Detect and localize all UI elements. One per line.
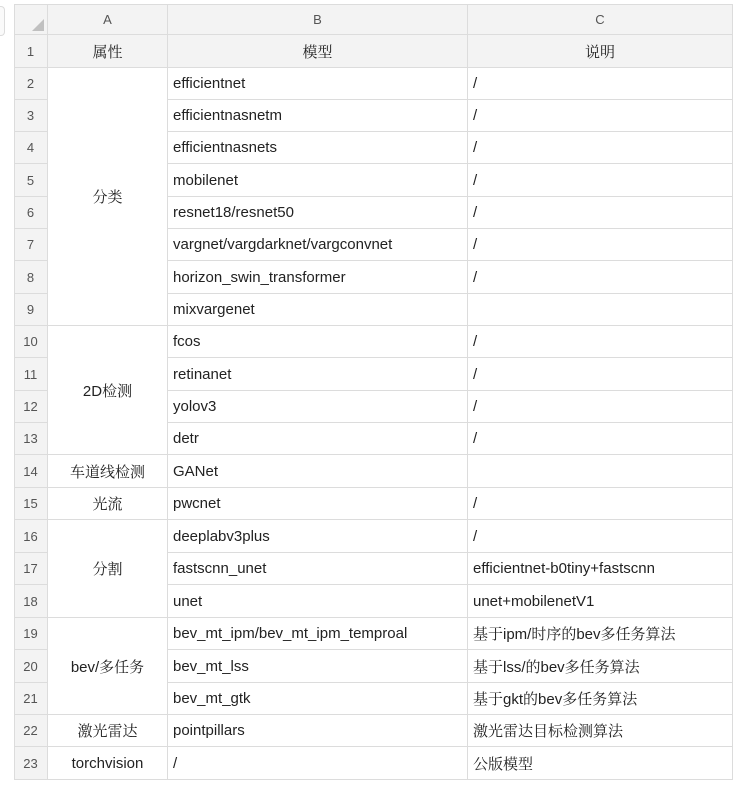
model-cell[interactable]: mobilenet [168, 164, 468, 197]
model-cell[interactable]: deeplabv3plus [168, 520, 468, 553]
attribute-cell[interactable]: 分类 [48, 68, 168, 326]
model-cell[interactable]: resnet18/resnet50 [168, 197, 468, 229]
attribute-cell[interactable]: 2D检测 [48, 326, 168, 455]
attribute-cell[interactable]: 光流 [48, 488, 168, 520]
row-number[interactable]: 6 [14, 197, 48, 229]
column-header-c[interactable]: C [468, 4, 733, 35]
row-number[interactable]: 21 [14, 683, 48, 715]
row-number[interactable]: 17 [14, 553, 48, 585]
header-cell-description[interactable]: 说明 [468, 35, 733, 68]
model-cell[interactable]: unet [168, 585, 468, 618]
row-number[interactable]: 23 [14, 747, 48, 780]
attribute-cell[interactable]: bev/多任务 [48, 618, 168, 715]
description-cell[interactable]: / [468, 326, 733, 358]
row-number[interactable]: 14 [14, 455, 48, 488]
model-cell[interactable]: retinanet [168, 358, 468, 391]
model-cell[interactable]: pwcnet [168, 488, 468, 520]
attribute-cell[interactable]: torchvision [48, 747, 168, 780]
row-number[interactable]: 2 [14, 68, 48, 100]
row-number[interactable]: 3 [14, 100, 48, 132]
description-cell[interactable]: / [468, 358, 733, 391]
description-cell[interactable]: unet+mobilenetV1 [468, 585, 733, 618]
column-header-b[interactable]: B [168, 4, 468, 35]
row-number[interactable]: 13 [14, 423, 48, 455]
row-number[interactable]: 12 [14, 391, 48, 423]
model-cell[interactable]: yolov3 [168, 391, 468, 423]
description-cell[interactable]: efficientnet-b0tiny+fastscnn [468, 553, 733, 585]
spreadsheet-grid [14, 4, 733, 780]
description-cell[interactable] [468, 294, 733, 326]
select-all-triangle-icon [32, 19, 44, 31]
description-cell[interactable]: / [468, 391, 733, 423]
model-cell[interactable]: efficientnet [168, 68, 468, 100]
model-cell[interactable]: bev_mt_lss [168, 650, 468, 683]
description-cell[interactable]: / [468, 68, 733, 100]
row-number[interactable]: 1 [14, 35, 48, 68]
row-number[interactable]: 15 [14, 488, 48, 520]
description-cell[interactable] [468, 455, 733, 488]
row-number[interactable]: 19 [14, 618, 48, 650]
row-number[interactable]: 8 [14, 261, 48, 294]
description-cell[interactable]: / [468, 197, 733, 229]
left-edge-tab[interactable] [0, 6, 5, 36]
row-number[interactable]: 18 [14, 585, 48, 618]
select-all-corner[interactable] [14, 4, 48, 35]
description-cell[interactable]: 激光雷达目标检测算法 [468, 715, 733, 747]
model-cell[interactable]: GANet [168, 455, 468, 488]
row-number[interactable]: 9 [14, 294, 48, 326]
description-cell[interactable]: 基于gkt的bev多任务算法 [468, 683, 733, 715]
model-cell[interactable]: pointpillars [168, 715, 468, 747]
column-header-a[interactable]: A [48, 4, 168, 35]
header-cell-attribute[interactable]: 属性 [48, 35, 168, 68]
model-cell[interactable]: fastscnn_unet [168, 553, 468, 585]
description-cell[interactable]: 基于ipm/时序的bev多任务算法 [468, 618, 733, 650]
description-cell[interactable]: / [468, 520, 733, 553]
description-cell[interactable]: / [468, 132, 733, 164]
row-number[interactable]: 11 [14, 358, 48, 391]
row-number[interactable]: 7 [14, 229, 48, 261]
row-number[interactable]: 10 [14, 326, 48, 358]
description-cell[interactable]: / [468, 488, 733, 520]
model-cell[interactable]: efficientnasnets [168, 132, 468, 164]
attribute-cell[interactable]: 分割 [48, 520, 168, 618]
model-cell[interactable]: mixvargenet [168, 294, 468, 326]
model-cell[interactable]: bev_mt_ipm/bev_mt_ipm_temproal [168, 618, 468, 650]
model-cell[interactable]: vargnet/vargdarknet/vargconvnet [168, 229, 468, 261]
row-number[interactable]: 4 [14, 132, 48, 164]
description-cell[interactable]: 基于lss/的bev多任务算法 [468, 650, 733, 683]
model-cell[interactable]: detr [168, 423, 468, 455]
model-cell[interactable]: horizon_swin_transformer [168, 261, 468, 294]
description-cell[interactable]: / [468, 229, 733, 261]
description-cell[interactable]: 公版模型 [468, 747, 733, 780]
attribute-cell[interactable]: 激光雷达 [48, 715, 168, 747]
model-cell[interactable]: fcos [168, 326, 468, 358]
row-number[interactable]: 5 [14, 164, 48, 197]
description-cell[interactable]: / [468, 423, 733, 455]
description-cell[interactable]: / [468, 261, 733, 294]
model-cell[interactable]: bev_mt_gtk [168, 683, 468, 715]
row-number[interactable]: 16 [14, 520, 48, 553]
description-cell[interactable]: / [468, 100, 733, 132]
model-cell[interactable]: efficientnasnetm [168, 100, 468, 132]
row-number[interactable]: 22 [14, 715, 48, 747]
model-cell[interactable]: / [168, 747, 468, 780]
description-cell[interactable]: / [468, 164, 733, 197]
attribute-cell[interactable]: 车道线检测 [48, 455, 168, 488]
header-cell-model[interactable]: 模型 [168, 35, 468, 68]
row-number[interactable]: 20 [14, 650, 48, 683]
